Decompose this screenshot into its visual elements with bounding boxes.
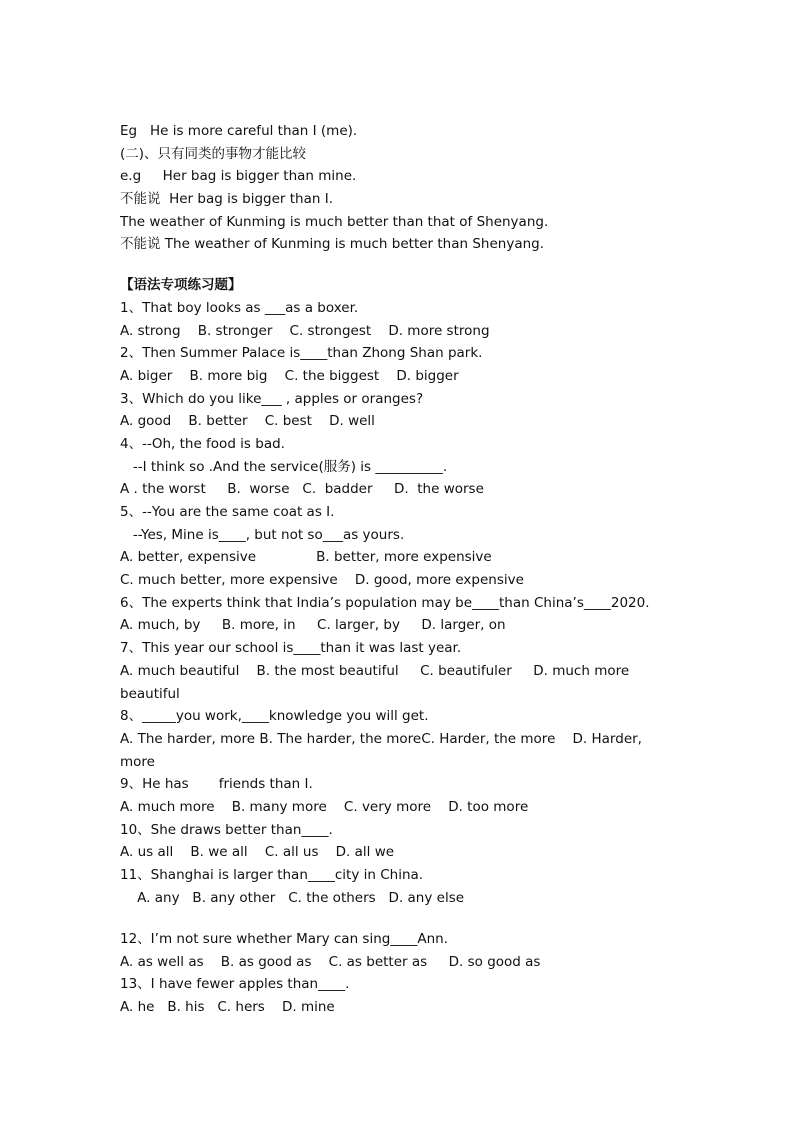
question-13	[120, 973, 680, 1018]
spacer	[120, 909, 680, 928]
question-options: A . the worst B. worse C. badder D. the worse	[120, 481, 484, 498]
question-11	[120, 864, 680, 909]
exercise-section	[120, 274, 680, 1019]
question-12	[120, 928, 680, 973]
intro-line: Eg He is more careful than I (me).	[120, 123, 358, 139]
question-prompt: 13、I have fewer apples than____.	[120, 976, 350, 993]
question-prompt: 2、Then Summer Palace is____than Zhong Shan park.	[120, 345, 483, 362]
question-6	[120, 592, 680, 637]
question-prompt: --I think so .And the service(服务) is __________.	[120, 458, 448, 475]
question-prompt: 8、_____you work,____knowledge you will get.	[120, 708, 429, 725]
question-options: A. much more B. many more C. very more D. too more	[120, 799, 529, 815]
question-options: A. much beautiful B. the most beautiful C. beautifuler D. much more beautiful	[120, 662, 634, 702]
question-prompt: 5、--You are the same coat as I.	[120, 504, 335, 520]
intro-line: e.g Her bag is bigger than mine.	[120, 168, 357, 185]
intro-line: 不能说 Her bag is bigger than I.	[120, 191, 334, 208]
question-options: A. much, by B. more, in C. larger, by D. larger, on	[120, 617, 506, 634]
question-5	[120, 501, 680, 592]
intro-line: (二)、只有同类的事物才能比较	[120, 145, 307, 162]
question-prompt: --Yes, Mine is____, but not so___as yours.	[120, 526, 405, 543]
intro-line: The weather of Kunming is much better than that of Shenyang.	[120, 213, 549, 230]
intro-line: 不能说 The weather of Kunming is much better than Shenyang.	[120, 236, 545, 253]
question-3	[120, 388, 680, 433]
question-9	[120, 773, 680, 818]
question-8	[120, 705, 680, 773]
intro-section	[120, 120, 680, 256]
question-1	[120, 297, 680, 342]
question-options: A. strong B. stronger C. strongest D. more strong	[120, 322, 490, 339]
question-options: A. any B. any other C. the others D. any else	[120, 889, 465, 906]
question-options: A. The harder, more B. The harder, the moreC. Harder, the more D. Harder, more	[120, 730, 647, 770]
question-options: A. good B. better C. best D. well	[120, 413, 375, 430]
question-options: A. better, expensive B. better, more expensive	[120, 549, 492, 566]
question-prompt: 10、She draws better than____.	[120, 821, 333, 838]
question-options: C. much better, more expensive D. good, more expensive	[120, 572, 524, 589]
question-prompt: 11、Shanghai is larger than____city in China.	[120, 867, 424, 884]
question-prompt: 7、This year our school is____than it was last year.	[120, 640, 462, 657]
question-7	[120, 637, 680, 705]
question-prompt: 12、I’m not sure whether Mary can sing____Ann.	[120, 930, 448, 947]
question-options: A. biger B. more big C. the biggest D. bigger	[120, 367, 459, 384]
question-prompt: 3、Which do you like___ , apples or oranges?	[120, 390, 424, 407]
question-prompt: 1、That boy looks as ___as a boxer.	[120, 299, 359, 316]
question-options: A. as well as B. as good as C. as better as D. so good as	[120, 953, 541, 970]
question-10	[120, 819, 680, 864]
question-prompt: 6、The experts think that India’s population may be____than China’s____2020.	[120, 594, 650, 611]
spacer	[120, 256, 680, 274]
question-2	[120, 342, 680, 387]
question-options: A. us all B. we all C. all us D. all we	[120, 844, 395, 861]
section-title: 【语法专项练习题】	[120, 277, 242, 294]
question-options: A. he B. his C. hers D. mine	[120, 999, 335, 1015]
document-page	[120, 120, 680, 1019]
question-prompt: 4、--Oh, the food is bad.	[120, 435, 285, 452]
question-4	[120, 433, 680, 501]
question-prompt: 9、He has friends than I.	[120, 776, 313, 793]
